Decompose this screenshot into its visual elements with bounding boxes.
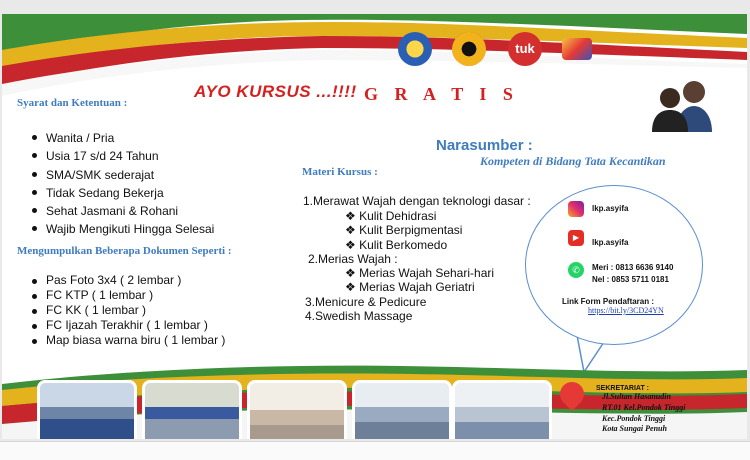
photo-beauty-room bbox=[352, 380, 452, 439]
materi-line: ❖ Kulit Berkomedo bbox=[345, 238, 448, 252]
address-line: RT.01 Kel.Pondok Tinggi bbox=[602, 403, 686, 412]
list-item: Pas Foto 3x4 ( 2 lembar ) bbox=[19, 273, 225, 288]
list-item: FC KTP ( 1 lembar ) bbox=[19, 288, 225, 303]
list-item: SMA/SMK sederajat bbox=[19, 166, 214, 184]
certification-logo bbox=[562, 38, 592, 60]
lkp-logo bbox=[452, 32, 486, 66]
list-item: Tidak Sedang Bekerja bbox=[19, 184, 214, 202]
list-item: Usia 17 s/d 24 Tahun bbox=[19, 147, 214, 165]
youtube-handle: lkp.asyifa bbox=[592, 238, 629, 247]
list-item: Wanita / Pria bbox=[19, 129, 214, 147]
materi-line: 4.Swedish Massage bbox=[305, 309, 413, 323]
tuk-logo bbox=[508, 32, 542, 66]
materi-heading: Materi Kursus : bbox=[302, 166, 378, 178]
phone-meri: Meri : 0813 6636 9140 bbox=[592, 263, 674, 272]
dokumen-list bbox=[19, 273, 225, 348]
materi-line: 3.Menicure & Pedicure bbox=[305, 295, 427, 309]
photo-classroom bbox=[37, 380, 137, 439]
list-item: Wajib Mengikuti Hingga Selesai bbox=[19, 220, 214, 238]
materi-line: ❖ Merias Wajah Geriatri bbox=[345, 280, 475, 294]
list-item: FC KK ( 1 lembar ) bbox=[19, 303, 225, 318]
tuk-logo-text: tuk bbox=[515, 41, 535, 56]
narasumber-label: Narasumber : bbox=[436, 137, 533, 154]
whatsapp-icon: ✆ bbox=[568, 262, 584, 278]
address-line: Jl.Sultan Hasanudin bbox=[602, 392, 671, 401]
dokumen-heading: Mengumpulkan Beberapa Dokumen Seperti : bbox=[17, 245, 232, 257]
syarat-list bbox=[19, 129, 214, 239]
materi-line: 1.Merawat Wajah dengan teknologi dasar : bbox=[303, 194, 531, 208]
instagram-handle: lkp.asyifa bbox=[592, 204, 629, 213]
photo-classroom bbox=[142, 380, 242, 439]
materi-line: 2.Merias Wajah : bbox=[308, 252, 398, 266]
list-item: FC Ijazah Terakhir ( 1 lembar ) bbox=[19, 318, 225, 333]
photo-beauty-room bbox=[452, 380, 552, 439]
syarat-heading: Syarat dan Ketentuan : bbox=[17, 97, 128, 109]
photo-beauty-room bbox=[247, 380, 347, 439]
form-link[interactable]: https://bit.ly/3CD24YN bbox=[588, 306, 664, 315]
address-line: Kec.Pondok Tinggi bbox=[602, 414, 666, 423]
title-gratis: G R A T I S bbox=[364, 84, 519, 104]
phone-nel: Nel : 0853 5711 0181 bbox=[592, 275, 669, 284]
materi-line: ❖ Kulit Dehidrasi bbox=[345, 209, 437, 223]
poster bbox=[2, 14, 747, 439]
materi-line: ❖ Kulit Berpigmentasi bbox=[345, 223, 463, 237]
narasumber-desc: Kompeten di Bidang Tata Kecantikan bbox=[480, 154, 666, 168]
youtube-icon: ▶ bbox=[568, 230, 584, 246]
form-label: Link Form Pendaftaran : bbox=[562, 297, 655, 306]
page-bottom-strip bbox=[0, 441, 750, 460]
kemendikbud-logo bbox=[398, 32, 432, 66]
sekretariat-label: SEKRETARIAT : bbox=[596, 385, 650, 392]
instagram-icon bbox=[568, 201, 584, 217]
materi-line: ❖ Merias Wajah Sehari-hari bbox=[345, 266, 495, 280]
people-icon bbox=[650, 76, 714, 134]
title-ayo-kursus: AYO KURSUS ...!!!! bbox=[194, 82, 357, 101]
list-item: Sehat Jasmani & Rohani bbox=[19, 202, 214, 220]
list-item: Map biasa warna biru ( 1 lembar ) bbox=[19, 333, 225, 348]
address-line: Kota Sungai Penuh bbox=[602, 424, 667, 433]
